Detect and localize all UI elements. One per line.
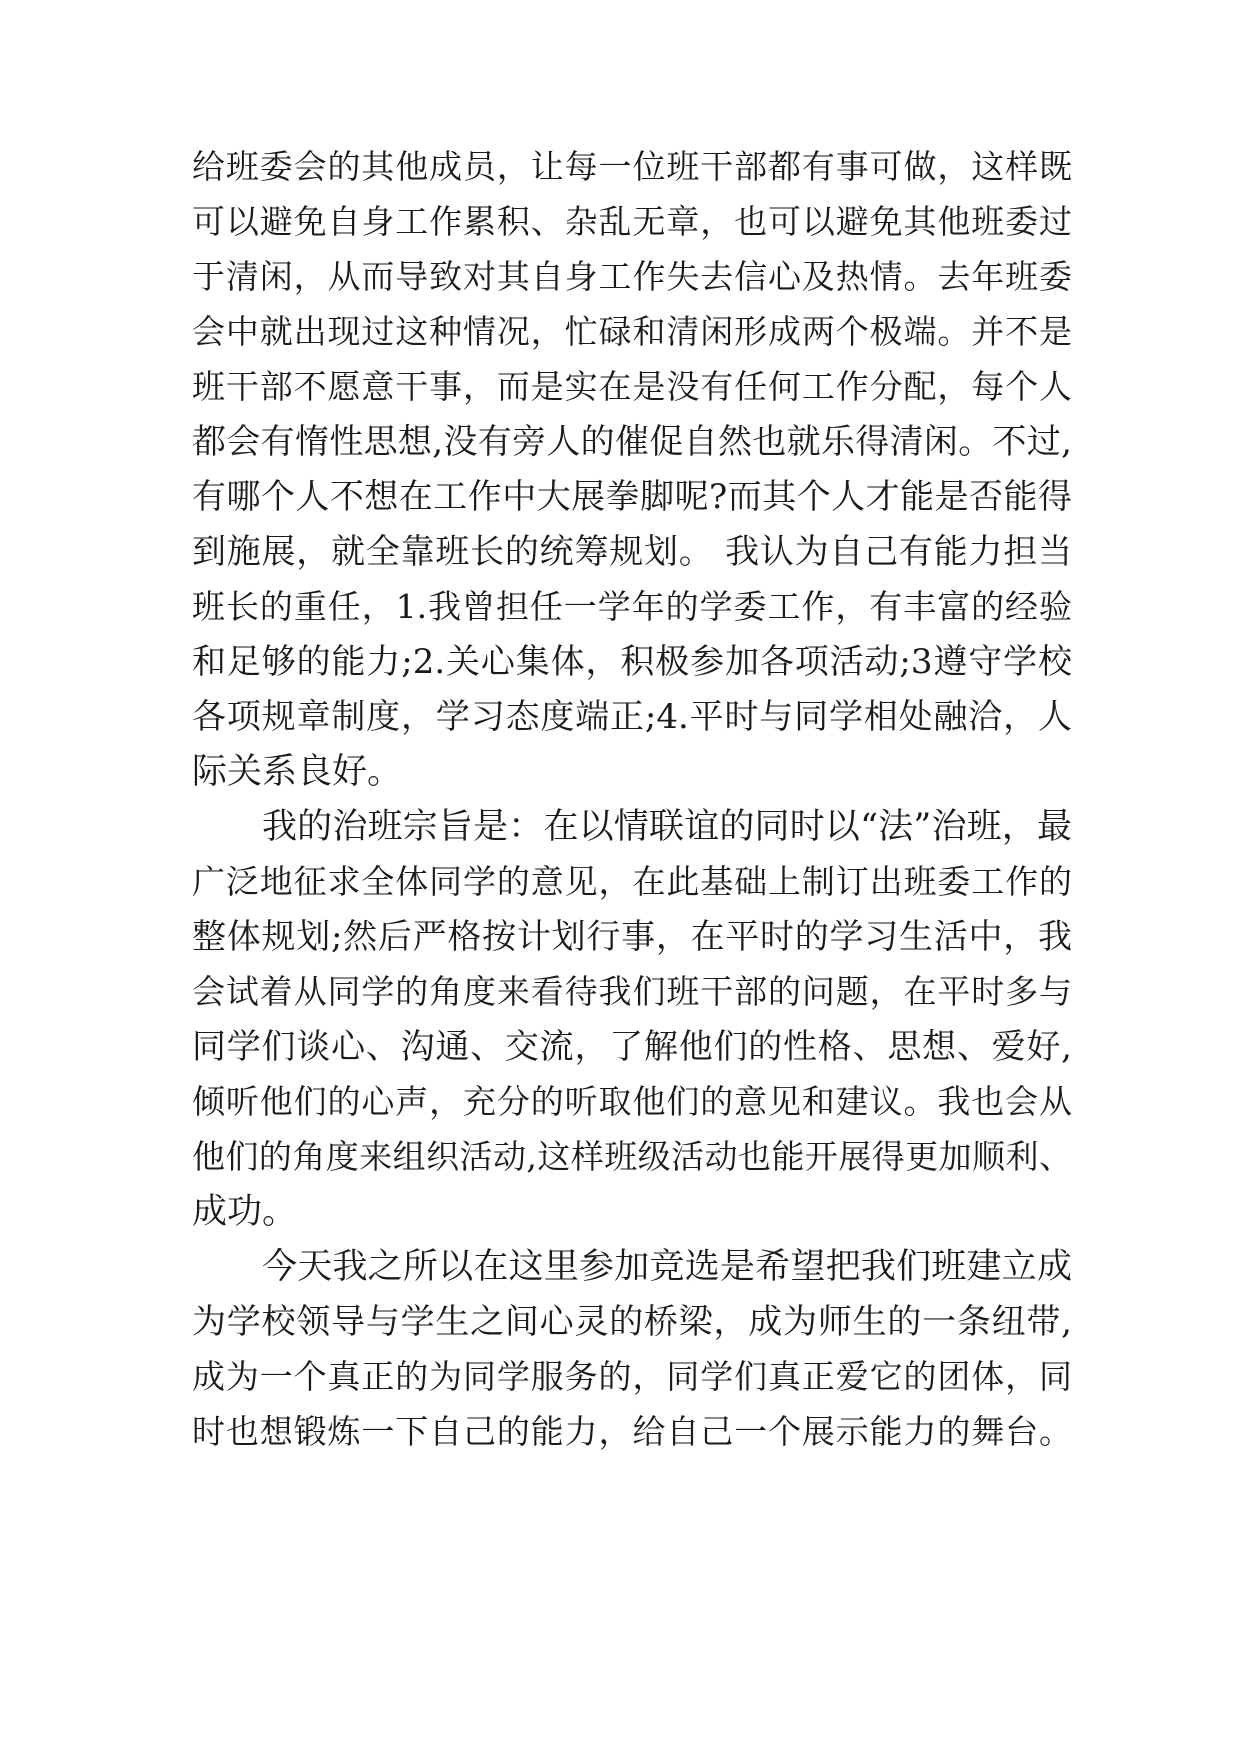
paragraph-1-line-11: 各项规章制度，学习态度端正;4.平时与同学相处融洽，人	[192, 697, 1072, 737]
paragraph-2-line-2: 广泛地征求全体同学的意见，在此基础上制订出班委工作的	[192, 862, 1072, 901]
paragraph-1-line-7: 有哪个人不想在工作中大展拳脚呢?而其个人才能是否能得	[192, 477, 1072, 517]
paragraph-2-line-6: 倾听他们的心声，充分的听取他们的意见和建议。我也会从	[192, 1082, 1072, 1121]
paragraph-1-line-10: 和足够的能力;2.关心集体，积极参加各项活动;3遵守学校	[192, 642, 1072, 682]
paragraph-1-line-12: 际关系良好。	[192, 752, 403, 792]
paragraph-2-line-3: 整体规划;然后严格按计划行事，在平时的学习生活中，我	[192, 917, 1072, 957]
paragraph-3-line-2: 为学校领导与学生之间心灵的桥梁，成为师生的一条纽带,	[192, 1302, 1072, 1342]
paragraph-1-line-2: 可以避免自身工作累积、杂乱无章，也可以避免其他班委过	[192, 202, 1072, 241]
paragraph-1-line-8: 到施展，就全靠班长的统筹规划。 我认为自己有能力担当	[192, 532, 1072, 572]
paragraph-3-line-4: 时也想锻炼一下自己的能力，给自己一个展示能力的舞台。	[192, 1412, 1072, 1451]
paragraph-1-line-1: 给班委会的其他成员，让每一位班干部都有事可做，这样既	[192, 147, 1072, 186]
paragraph-2-line-5: 同学们谈心、沟通、交流，了解他们的性格、思想、爱好,	[192, 1027, 1072, 1067]
paragraph-1-line-3: 于清闲，从而导致对其自身工作失去信心及热情。去年班委	[192, 257, 1072, 296]
paragraph-2-line-1: 我的治班宗旨是：在以情联谊的同时以“法”治班，最	[262, 807, 1072, 847]
paragraph-1-line-9: 班长的重任，1.我曾担任一学年的学委工作，有丰富的经验	[192, 587, 1072, 626]
paragraph-2-line-4: 会试着从同学的角度来看待我们班干部的问题，在平时多与	[192, 972, 1072, 1011]
paragraph-2-line-7: 他们的角度来组织活动,这样班级活动也能开展得更加顺利、	[192, 1137, 1072, 1176]
paragraph-2-line-8: 成功。	[192, 1192, 298, 1232]
paragraph-1-line-6: 都会有惰性思想,没有旁人的催促自然也就乐得清闲。不过,	[192, 422, 1072, 462]
paragraph-1-line-4: 会中就出现过这种情况，忙碌和清闲形成两个极端。并不是	[192, 312, 1072, 351]
paragraph-3-line-3: 成为一个真正的为同学服务的，同学们真正爱它的团体，同	[192, 1357, 1072, 1396]
paragraph-3-line-1: 今天我之所以在这里参加竞选是希望把我们班建立成	[262, 1247, 1072, 1287]
paragraph-1-line-5: 班干部不愿意干事，而是实在是没有任何工作分配，每个人	[192, 367, 1072, 406]
